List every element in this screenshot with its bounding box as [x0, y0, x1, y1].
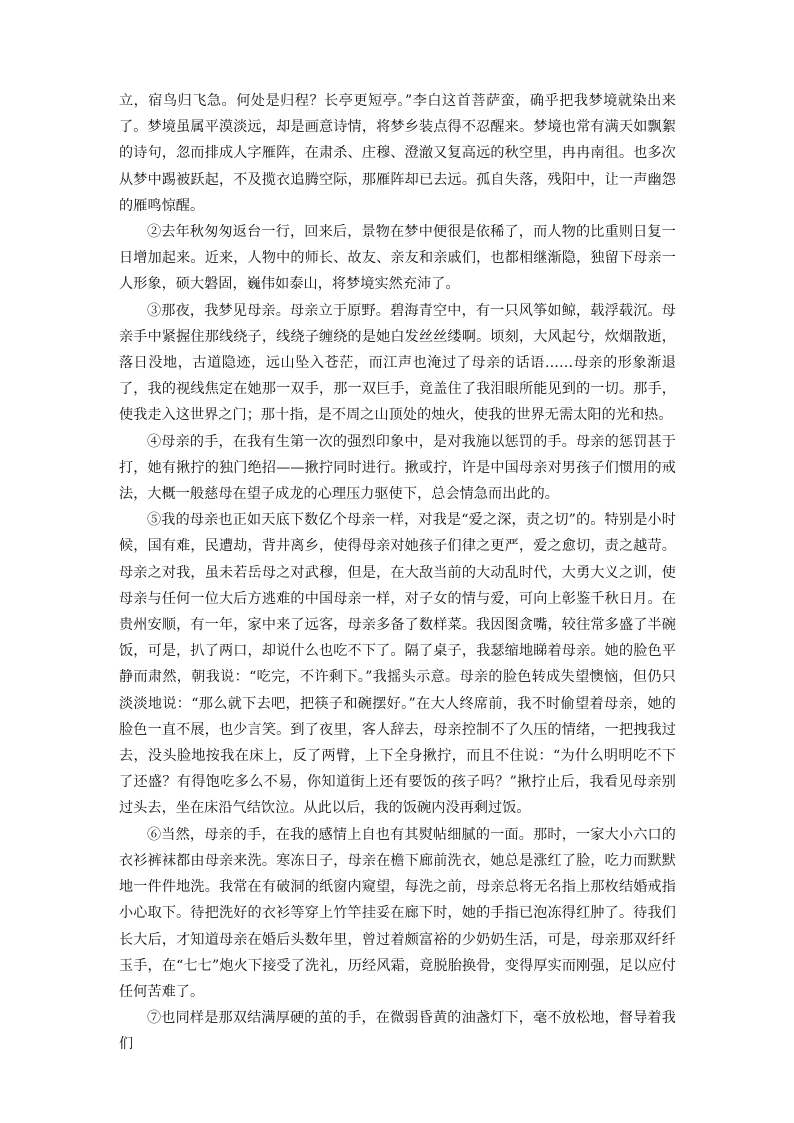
paragraph-continuation: 立，宿鸟归飞急。何处是归程？长亭更短亭。”李白这首菩萨蛮，确乎把我梦境就染出来了。梦境虽属平漠淡远，却是画意诗情，将梦乡装点得不忍醒来。梦境也常有满天如飘絮的诗句，忽而排成人字雁阵，在肃杀、庄穆、澄澈又复高远的秋空里，冉冉南徂。也多次从梦中踢被跃起，不及揽衣追腾空际，那雁阵却已去远。孤自失落，残阳中，让一声幽怨的雁鸣惊醒。	[119, 93, 676, 214]
paragraph-5: ⑤我的母亲也正如天底下数亿个母亲一样，对我是“爱之深，责之切”的。特别是小时候，国有难，民遭劫，背井离乡，使得母亲对她孩子们律之更严，爱之愈切，责之越苛。母亲之对我，虽未若岳母之对武穆，但是，在大敌当前的大动乱时代，大勇大义之训，使母亲与任何一位大后方逃难的中国母亲一样，对子女的情与爱，可向上彰鉴千秋日月。在贵州安顺，有一年，家中来了远客，母亲多备了数样菜。我因图贪嘴，较往常多盛了半碗饭，可是，扒了两口，却说什么也吃不下了。隔了桌子，我瑟缩地睇着母亲。她的脸色平静而肃然，朝我说：“吃完，不许剩下。”我摇头示意。母亲的脸色转成失望懊恼，但仍只淡淡地说：“那么就下去吧，把筷子和碗摆好。”在大人终席前，我不时偷望着母亲，她的脸色一直不展，也少言笑。到了夜里，客人辞去，母亲控制不了久压的情绪，一把拽我过去，没头脸地按我在床上，反了两臂，上下全身揪拧，而且不住说：“为什么明明吃不下了还盛？有得饱吃多么不易，你知道街上还有要饭的孩子吗？”揪拧止后，我看见母亲别过头去，坐在床沿气结饮泣。从此以后，我的饭碗内没再剩过饭。	[119, 512, 676, 817]
paragraph-2: ②去年秋匆匆返台一行，回来后，景物在梦中便很是依稀了，而人物的比重则日复一日增加起来。近来，人物中的师长、故友、亲友和亲戚们，也都相继渐隐，独留下母亲一人形象，硕大磐固，巍伟如泰山，将梦境实然充沛了。	[119, 224, 676, 293]
paragraph-3: ③那夜，我梦见母亲。母亲立于原野。碧海青空中，有一只风筝如鲸，载浮载沉。母亲手中紧握住那线绕子，线绕子缠绕的是她白发丝丝缕啊。顷刻，大风起兮，炊烟散逝，落日没地，古道隐迹，远山坠入苍茫，而江声也淹过了母亲的话语……母亲的形象渐退了，我的视线焦定在她那一双手，那一双巨手，竟盖住了我泪眼所能见到的一切。那手，使我走入这世界之门；那十指，是不周之山顶处的烛火，使我的世界无需太阳的光和热。	[119, 302, 676, 424]
document-page	[119, 88, 676, 1058]
paragraph-7: ⑦也同样是那双结满厚硬的茧的手，在微弱昏黄的油盏灯下，毫不放松地，督导着我们	[119, 1010, 676, 1053]
paragraph-4: ④母亲的手，在我有生第一次的强烈印象中，是对我施以惩罚的手。母亲的惩罚甚于打，她有揪拧的独门绝招——揪拧同时进行。揪或拧，许是中国母亲对男孩子们惯用的戒法，大概一般慈母在望子成龙的心理压力驱使下，总会情急而出此的。	[119, 433, 676, 503]
paragraph-6: ⑥当然，母亲的手，在我的感情上自也有其熨帖细腻的一面。那时，一家大小六口的衣衫裤袜都由母亲来洗。寒冻日子，母亲在檐下廊前洗衣，她总是涨红了脸，吃力而默默地一件件地洗。我常在有破洞的纸窗内窥望，每洗之前，母亲总将无名指上那枚结婚戒指小心取下。待把洗好的衣衫等穿上竹竿挂妥在廊下时，她的手指已泡冻得红肿了。待我们长大后，才知道母亲在婚后头数年里，曾过着颇富裕的少奶奶生活，可是，母亲那双纤纤玉手，在“七七”炮火下接受了洗礼，历经风霜，竟脱胎换骨，变得厚实而刚强，足以应付任何苦难了。	[119, 826, 676, 1000]
